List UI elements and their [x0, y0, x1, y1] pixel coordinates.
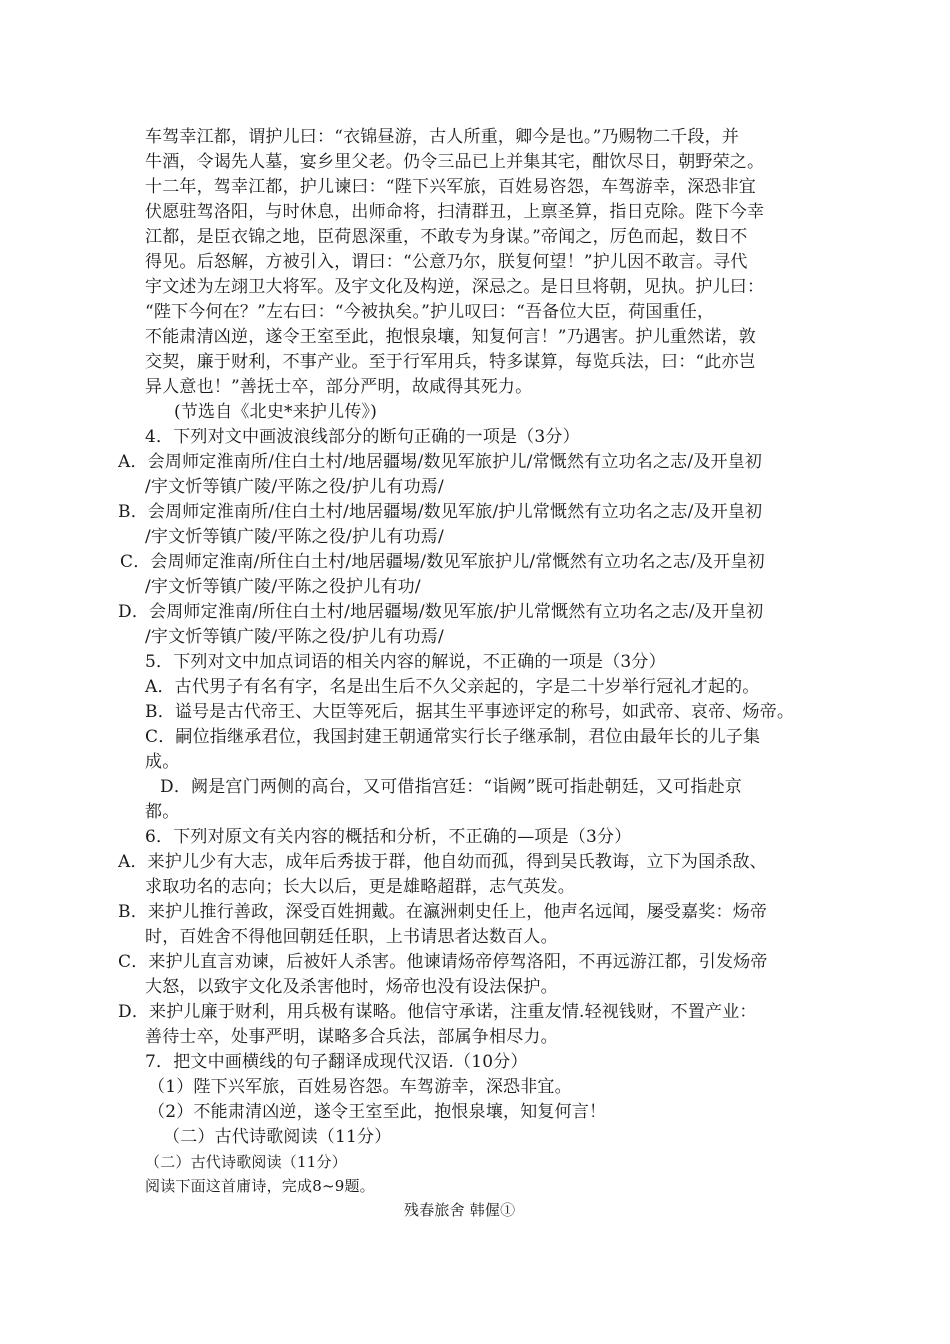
section-heading-duplicate: （二）古代诗歌阅读（11分）: [145, 1153, 347, 1171]
question-6-option-c-cont: 大怒，以致宇文化及杀害他时，炀帝也没有设法保护。: [145, 977, 558, 997]
passage-line: 江都，是臣衣锦之地，臣荷恩深重，不敢专为身谋。”帝闻之，厉色而起，数日不: [145, 227, 748, 247]
question-5-option-c-cont: 成。: [145, 752, 180, 772]
passage-line: 车驾幸江都，谓护儿曰：“衣锦昼游，古人所重，卿今是也。”乃赐物二千段，并: [145, 127, 740, 147]
question-4-option-a-cont: /宇文忻等镇广陵/平陈之役/护儿有功焉/: [145, 477, 444, 497]
question-5-stem: 5．下列对文中加点词语的相关内容的解说，不正确的一项是（3分）: [145, 652, 666, 672]
question-5-option-c: C．嗣位指继承君位，我国封建王朝通常实行长子继承制，君位由最年长的儿子集: [145, 727, 761, 747]
passage-line: 十二年，驾幸江都，护儿谏曰：“陛下兴军旅，百姓易咨怨，车驾游幸，深恐非宜: [145, 177, 756, 197]
question-6-option-d: D．来护儿廉于财利，用兵极有谋略。他信守承诺，注重友情.轻视钱财，不置产业：: [118, 1002, 757, 1022]
reading-instruction: 阅读下面这首庯诗，完成8~9题。: [145, 1177, 375, 1195]
question-4-option-b-cont: /宇文忻等镇广陵/平陈之役/护儿有功焉/: [145, 527, 444, 547]
passage-source: (节选自《北史*来护儿传》): [174, 402, 378, 422]
question-4-option-a: A．会周师定淮南所/住白土村/地居疆埸/数见军旅护儿/常慨然有立功名之志/及开皇初: [118, 452, 763, 472]
question-7-stem: 7．把文中画横线的句子翻译成现代汉语.（10分）: [145, 1052, 528, 1072]
question-6-option-a-cont: 求取功名的志向；长大以后，更是雄略超群，志气英发。: [145, 877, 575, 897]
passage-line: “陛下今何在？”左右曰：“今被执矣。”护儿叹曰：“吾备位大臣，荷国重任，: [145, 302, 715, 322]
section-heading: （二）古代诗歌阅读（11分）: [163, 1127, 392, 1147]
question-6-option-a: A．来护儿少有大志，成年后秀拔于群，他自幼而孤，得到吴氏教诲，立下为国杀敌、: [118, 852, 767, 872]
question-6-option-d-cont: 善待士卒，处事严明，谋略多合兵法，部属争相尽力。: [145, 1027, 558, 1047]
poem-title: 残春旅舍 韩偓①: [404, 1201, 516, 1219]
question-4-option-c-cont: /宇文忻等镇广陵/平陈之役护儿有功/: [145, 577, 421, 597]
passage-line: 交契，廉于财利，不事产业。至于行军用兵，特多谋算，每览兵法，曰：“此亦岂: [145, 352, 756, 372]
question-6-option-c: C．来护儿直言劝谏，后被奸人杀害。他谏请炀帝停驾洛阳，不再远游江都，引发炀帝: [118, 952, 768, 972]
question-5-option-d-cont: 都。: [145, 802, 180, 822]
question-4-option-b: B．会周师定淮南所/住白土村/地居疆埸/数见军旅/护儿常慨然有立功名之志/及开皇初: [118, 502, 763, 522]
question-6-stem: 6．下列对原文有关内容的概括和分析，不正确的—项是（3分）: [145, 827, 632, 847]
question-7-sentence-1: （1）陛下兴军旅，百姓易咨怨。车驾游幸，深恐非宜。: [148, 1077, 572, 1097]
question-4-stem: 4．下列对文中画波浪线部分的断句正确的一项是（3分）: [145, 427, 580, 447]
question-5-option-d: D．阙是宫门两侧的高台，又可借指宫廷：“诣阙”既可指赴朝廷，又可指赴京: [160, 777, 743, 797]
question-5-option-a: A．古代男子有名有字，名是出生后不久父亲起的，字是二十岁举行冠礼才起的。: [145, 677, 760, 697]
passage-line: 异人意也！”善抚士卒，部分严明，故咸得其死力。: [145, 377, 533, 397]
question-4-option-c: C．会周师定淮南/所住白土村/地居疆埸/数见军旅护儿/常慨然有立功名之志/及开皇初: [120, 552, 765, 572]
question-6-option-b: B．来护儿推行善政，深受百姓拥戴。在瀛洲刺史任上，他声名远闻，屡受嘉奖：炀帝: [118, 902, 768, 922]
passage-line: 得见。后怒解，方被引入，谓曰：“公意乃尔，朕复何望！”护儿因不敢言。寻代: [145, 252, 748, 272]
question-5-option-b: B．谥号是古代帝王、大臣等死后，据其生平事迹评定的称号，如武帝、哀帝、炀帝。: [145, 702, 795, 722]
question-4-option-d-cont: /宇文忻等镇广陵/平陈之役/护儿有功焉/: [145, 627, 444, 647]
passage-line: 伏愿驻驾洛阳，与时休息，出师命将，扫清群丑，上禀圣算，指日克除。陛下今幸: [145, 202, 765, 222]
passage-line: 宇文述为左翊卫大将军。及宇文化及构逆，深忌之。是日旦将朝，见执。护儿曰：: [145, 277, 765, 297]
question-7-sentence-2: （2）不能肃清凶逆，遂令王室至此，抱恨泉壤，知复何言！: [148, 1102, 607, 1122]
question-4-option-d: D．会周师定淮南/所住白土村/地居疆埸/数见军旅/护儿常慨然有立功名之志/及开皇初: [118, 602, 764, 622]
question-6-option-b-cont: 时，百姓舍不得他回朝廷任职，上书请思者达数百人。: [145, 927, 558, 947]
passage-line: 不能肃清凶逆，遂令王室至此，抱恨泉壤，知复何言！”乃遇害。护儿重然诺，敦: [145, 327, 756, 347]
passage-line: 牛酒，令谒先人墓，宴乡里父老。仍令三品已上并集其宅，酣饮尽日，朝野荣之。: [145, 152, 765, 172]
